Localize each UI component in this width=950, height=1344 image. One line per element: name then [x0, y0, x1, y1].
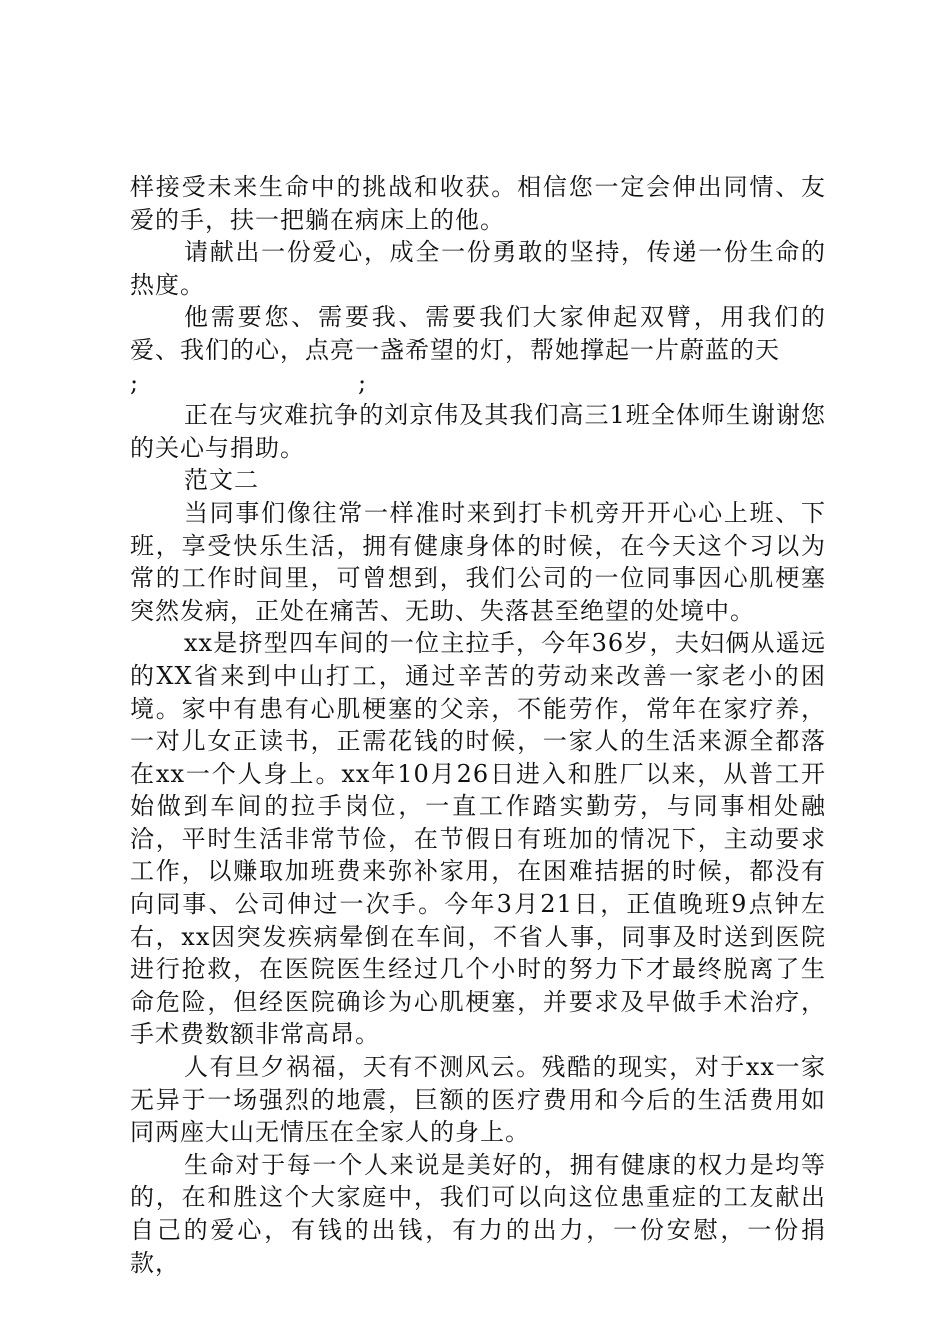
document-body	[130, 171, 826, 1279]
section-heading-sample-two: 范文二	[184, 466, 259, 495]
paragraph-thanks: 正在与灾难抗争的刘京伟及其我们高三1班全体师生谢谢您的关心与捐助。	[130, 401, 826, 462]
paragraph-appeal: 请献出一份爱心，成全一份勇敢的坚持，传递一份生命的热度。	[130, 238, 826, 299]
paragraph-continuation: 样接受未来生命中的挑战和收获。相信您一定会伸出同情、友爱的手，扶一把躺在病床上的他。	[130, 173, 826, 234]
semicolon-line	[130, 367, 826, 400]
paragraph-misfortune: 人有旦夕祸福，天有不测风云。残酷的现实，对于xx一家无异于一场强烈的地震，巨额的医疗费用和今后的生活费用如同两座大山无情压在全家人的身上。	[130, 1053, 826, 1147]
paragraph-colleagues: 当同事们像往常一样准时来到打卡机旁开开心心上班、下班，享受快乐生活，拥有健康身体的时候，在今天这个习以为常的工作时间里，可曾想到，我们公司的一位同事因心肌梗塞突然发病，正处在痛苦、无助、失落甚至绝望的处境中。	[130, 498, 826, 625]
semicolon-mark: ;	[358, 368, 368, 397]
paragraph-call-to-action: 生命对于每一个人来说是美好的，拥有健康的权力是均等的，在和胜这个大家庭中，我们可以向这位患重症的工友献出自己的爱心，有钱的出钱，有力的出力，一份安慰，一份捐款，	[130, 1150, 826, 1277]
semicolon-mark: ;	[130, 368, 140, 397]
paragraph-story: xx是挤型四车间的一位主拉手，今年36岁，夫妇俩从遥远的XX省来到中山打工，通过辛苦的劳动来改善一家老小的困境。家中有患有心肌梗塞的父亲，不能劳作，常年在家疗养，一对儿女正读书，正需花钱的时候，一家人的生活来源全都落在xx一个人身上。xx年10月26日进入和胜厂以来，从普工开始做到车间的拉手岗位，一直工作踏实勤劳，与同事相处融洽，平时生活非常节俭，在节假日有班加的情况下，主动要求工作，以赚取加班费来弥补家用，在困难拮据的时候，都没有向同事、公司伸过一次手。今年3月21日，正值晚班9点钟左右，xx因突发疾病晕倒在车间，不省人事，同事及时送到医院进行抢救，在医院医生经过几个小时的努力下才最终脱离了生命危险，但经医院确诊为心肌梗塞，并要求及早做手术治疗，手术费数额非常高昂。	[130, 629, 826, 1049]
paragraph-need-you: 他需要您、需要我、需要我们大家伸起双臂，用我们的爱、我们的心，点亮一盏希望的灯，帮她撑起一片蔚蓝的天	[130, 303, 826, 364]
